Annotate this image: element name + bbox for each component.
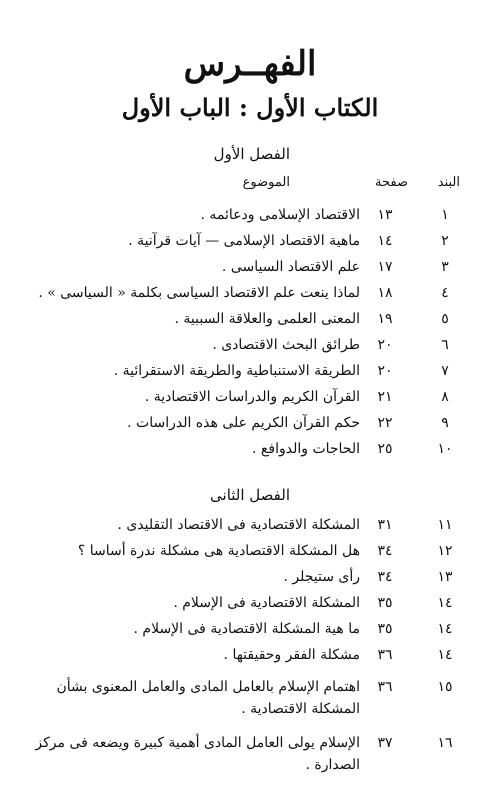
entry-number: ٧: [441, 363, 449, 379]
entry-page: ٢٢: [377, 415, 393, 431]
index-entry: [0, 566, 500, 588]
entry-number: ٢: [441, 233, 449, 249]
entry-number: ١٤: [437, 621, 453, 637]
entry-number: ٤: [441, 285, 449, 301]
entry-number: ٣: [441, 259, 449, 275]
column-header-page: صفحة: [375, 175, 408, 190]
entry-topic: ماهية الاقتصاد الإسلامى — آيات قرآنية .: [128, 233, 360, 249]
entry-number: ١٤: [437, 595, 453, 611]
index-entry: [0, 514, 500, 536]
index-entry: [0, 412, 500, 434]
entry-topic: القرآن الكريم والدراسات الاقتصادية .: [144, 389, 360, 405]
index-entry: [0, 592, 500, 614]
entry-topic: هل المشكلة الاقتصادية هى مشكلة ندرة أساسا ؟: [77, 543, 360, 559]
entry-number: ١: [441, 207, 449, 223]
entry-topic: اهتمام الإسلام بالعامل المادى والعامل المعنوى بشأن المشكلة الاقتصادية .: [56, 679, 360, 717]
entry-page: ١٩: [377, 311, 393, 327]
column-header-item: البند: [437, 175, 460, 190]
index-entry: [0, 334, 500, 356]
entry-page: ٣٦: [377, 647, 393, 663]
entry-topic: الاقتصاد الإسلامى ودعائمه .: [200, 207, 360, 223]
entry-number: ٨: [441, 389, 449, 405]
entry-page: ٢٥: [377, 441, 393, 457]
column-header-topic: الموضوع: [242, 175, 290, 190]
entry-page: ٣٦: [377, 679, 393, 695]
chapter-one-heading: الفصل الأول: [213, 145, 290, 163]
entry-number: ١٣: [437, 569, 453, 585]
page-title: الفهــرس: [183, 44, 317, 84]
entry-page: ٣١: [377, 517, 393, 533]
index-entry: [0, 676, 500, 720]
entry-topic: لماذا ينعت علم الاقتصاد السياسى بكلمة « السياسى » .: [38, 285, 360, 301]
entry-page: ٣٥: [377, 595, 393, 611]
entry-number: ١٠: [437, 441, 453, 457]
index-entry: [0, 644, 500, 666]
entry-topic: الطريقة الاستنباطية والطريقة الاستقرائية .: [113, 363, 360, 379]
entry-number: ١٤: [437, 647, 453, 663]
entry-topic: رأى ستيجلر .: [283, 569, 360, 585]
entry-number: ٦: [441, 337, 449, 353]
entry-page: ٣٥: [377, 621, 393, 637]
entry-page: ٢٠: [377, 337, 393, 353]
entry-topic: مشكلة الفقر وحقيقتها .: [223, 647, 360, 663]
book-subtitle: الكتاب الأول : الباب الأول: [121, 93, 379, 122]
entry-topic: حكم القرآن الكريم على هذه الدراسات .: [127, 415, 360, 431]
index-entry: [0, 732, 500, 776]
index-entry: [0, 360, 500, 382]
entry-topic: المشكلة الاقتصادية فى الإسلام .: [173, 595, 360, 611]
index-entry: [0, 282, 500, 304]
entry-number: ١٦: [437, 735, 453, 751]
entry-number: ١٥: [437, 679, 453, 695]
entry-number: ١١: [437, 517, 453, 533]
entry-page: ٢٠: [377, 363, 393, 379]
entry-page: ٢١: [377, 389, 393, 405]
index-entry: [0, 386, 500, 408]
index-entry: [0, 256, 500, 278]
entry-topic: الحاجات والدوافع .: [252, 441, 360, 457]
chapter-two-heading: الفصل الثانى: [210, 486, 290, 504]
entry-topic: المشكلة الاقتصادية فى الاقتصاد التقليدى .: [117, 517, 360, 533]
entry-number: ١٢: [437, 543, 453, 559]
entry-number: ٥: [441, 311, 449, 327]
index-entry: [0, 230, 500, 252]
index-entry: [0, 204, 500, 226]
entry-topic: المعنى العلمى والعلاقة السببية .: [174, 311, 360, 327]
index-entry: [0, 540, 500, 562]
entry-page: ١٣: [377, 207, 393, 223]
entry-topic: طرائق البحث الاقتصادى .: [212, 337, 360, 353]
entry-page: ١٨: [377, 285, 393, 301]
entry-page: ٣٧: [377, 735, 393, 751]
entry-topic: ما هية المشكلة الاقتصادية فى الإسلام .: [133, 621, 360, 637]
entry-page: ١٧: [377, 259, 393, 275]
entry-page: ١٤: [377, 233, 393, 249]
entry-number: ٩: [441, 415, 449, 431]
index-entry: [0, 308, 500, 330]
entry-topic: الإسلام يولى العامل المادى أهمية كبيرة ويضعه فى مركز الصدارة .: [35, 735, 360, 773]
index-entry: [0, 618, 500, 640]
index-entry: [0, 438, 500, 460]
entry-page: ٣٤: [377, 569, 393, 585]
entry-topic: علم الاقتصاد السياسى .: [221, 259, 360, 275]
entry-page: ٣٤: [377, 543, 393, 559]
